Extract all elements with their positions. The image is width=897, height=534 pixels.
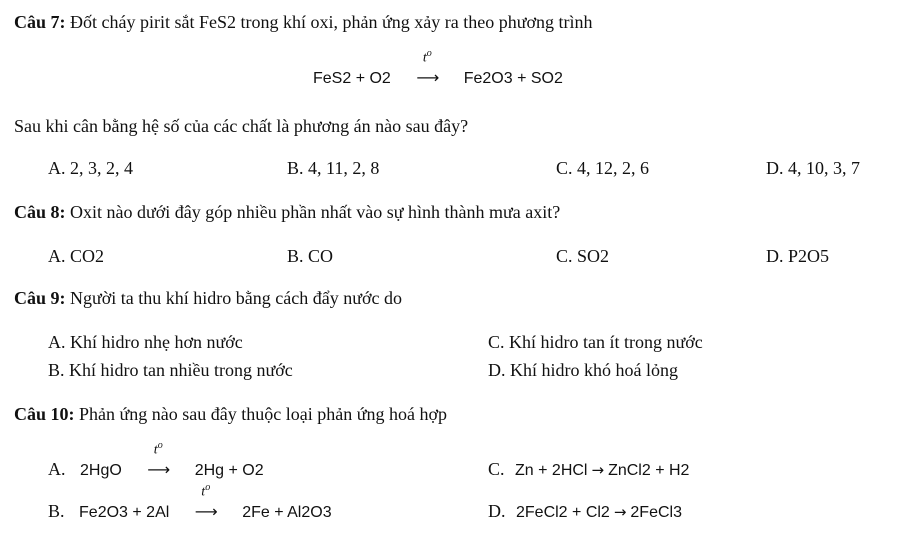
question-10-text: Phản ứng nào sau đây thuộc loại phản ứng hoá hợp <box>74 404 447 424</box>
reaction-condition: $t^o$ <box>422 48 432 66</box>
reaction-arrow-icon: $t^o$ ⟶ <box>132 460 184 480</box>
q8-option-b[interactable]: B. CO <box>287 246 334 266</box>
question-10-label: Câu 10: <box>14 404 75 424</box>
reaction-arrow-icon: → <box>591 461 605 479</box>
option-a-equation: 2HgO $t^o$ ⟶ 2Hg + O2 <box>80 440 264 479</box>
question-8-stem <box>14 202 560 223</box>
q8-option-a[interactable]: A. CO2 <box>48 246 105 266</box>
q10-option-c[interactable] <box>488 459 689 480</box>
option-letter: B. <box>48 501 65 521</box>
question-9-label: Câu 9: <box>14 288 66 308</box>
question-7-label: Câu 7: <box>14 12 66 32</box>
reaction-condition: $t^o$ <box>201 482 211 500</box>
option-c-equation: Zn + 2HCl → ZnCl2 + H2 <box>515 461 690 479</box>
q9-option-b[interactable]: B. Khí hidro tan nhiều trong nước <box>48 360 293 380</box>
q7-option-a[interactable]: A. 2, 3, 2, 4 <box>48 158 133 178</box>
q8-option-d[interactable]: D. P2O5 <box>766 246 830 266</box>
reaction-arrow-icon: → <box>613 503 627 521</box>
reaction-condition: $t^o$ <box>153 440 163 458</box>
option-letter: A. <box>48 459 66 479</box>
option-b-equation: Fe2O3 + 2Al $t^o$ ⟶ 2Fe + Al2O3 <box>79 482 332 521</box>
question-9-text: Người ta thu khí hidro bằng cách đẩy nước do <box>65 288 402 308</box>
equation-products: Fe2O3 + SO2 <box>463 70 563 87</box>
option-d-equation: 2FeCl2 + Cl2 → 2FeCl3 <box>516 503 682 521</box>
q8-option-c[interactable]: C. SO2 <box>556 246 610 266</box>
q7-option-d[interactable]: D. 4, 10, 3, 7 <box>766 158 860 178</box>
question-10-stem <box>14 404 447 425</box>
equation-reactants: FeS2 + O2 <box>313 70 391 87</box>
reaction-arrow-icon: $t^o$ ⟶ <box>401 68 453 88</box>
q10-option-a[interactable] <box>48 440 264 480</box>
question-8-label: Câu 8: <box>14 202 66 222</box>
q10-option-b[interactable] <box>48 482 332 522</box>
question-9-stem <box>14 288 402 309</box>
q10-option-d[interactable] <box>488 501 682 522</box>
q9-option-d[interactable]: D. Khí hidro khó hoá lỏng <box>488 360 678 380</box>
reaction-arrow-icon: $t^o$ ⟶ <box>180 502 232 522</box>
option-letter: C. <box>488 459 505 479</box>
question-7-prompt: Sau khi cân bằng hệ số của các chất là phương án nào sau đây? <box>14 116 469 136</box>
question-7-text: Đốt cháy pirit sắt FeS2 trong khí oxi, phản ứng xảy ra theo phương trình <box>65 12 593 32</box>
question-7-equation <box>313 48 563 88</box>
q9-option-a[interactable]: A. Khí hidro nhẹ hơn nước <box>48 332 243 352</box>
question-8-text: Oxit nào dưới đây góp nhiều phần nhất vào sự hình thành mưa axit? <box>65 202 561 222</box>
question-7-stem <box>14 12 592 33</box>
q7-option-c[interactable]: C. 4, 12, 2, 6 <box>556 158 650 178</box>
q9-option-c[interactable]: C. Khí hidro tan ít trong nước <box>488 332 703 352</box>
option-letter: D. <box>488 501 506 521</box>
q7-option-b[interactable]: B. 4, 11, 2, 8 <box>287 158 380 178</box>
